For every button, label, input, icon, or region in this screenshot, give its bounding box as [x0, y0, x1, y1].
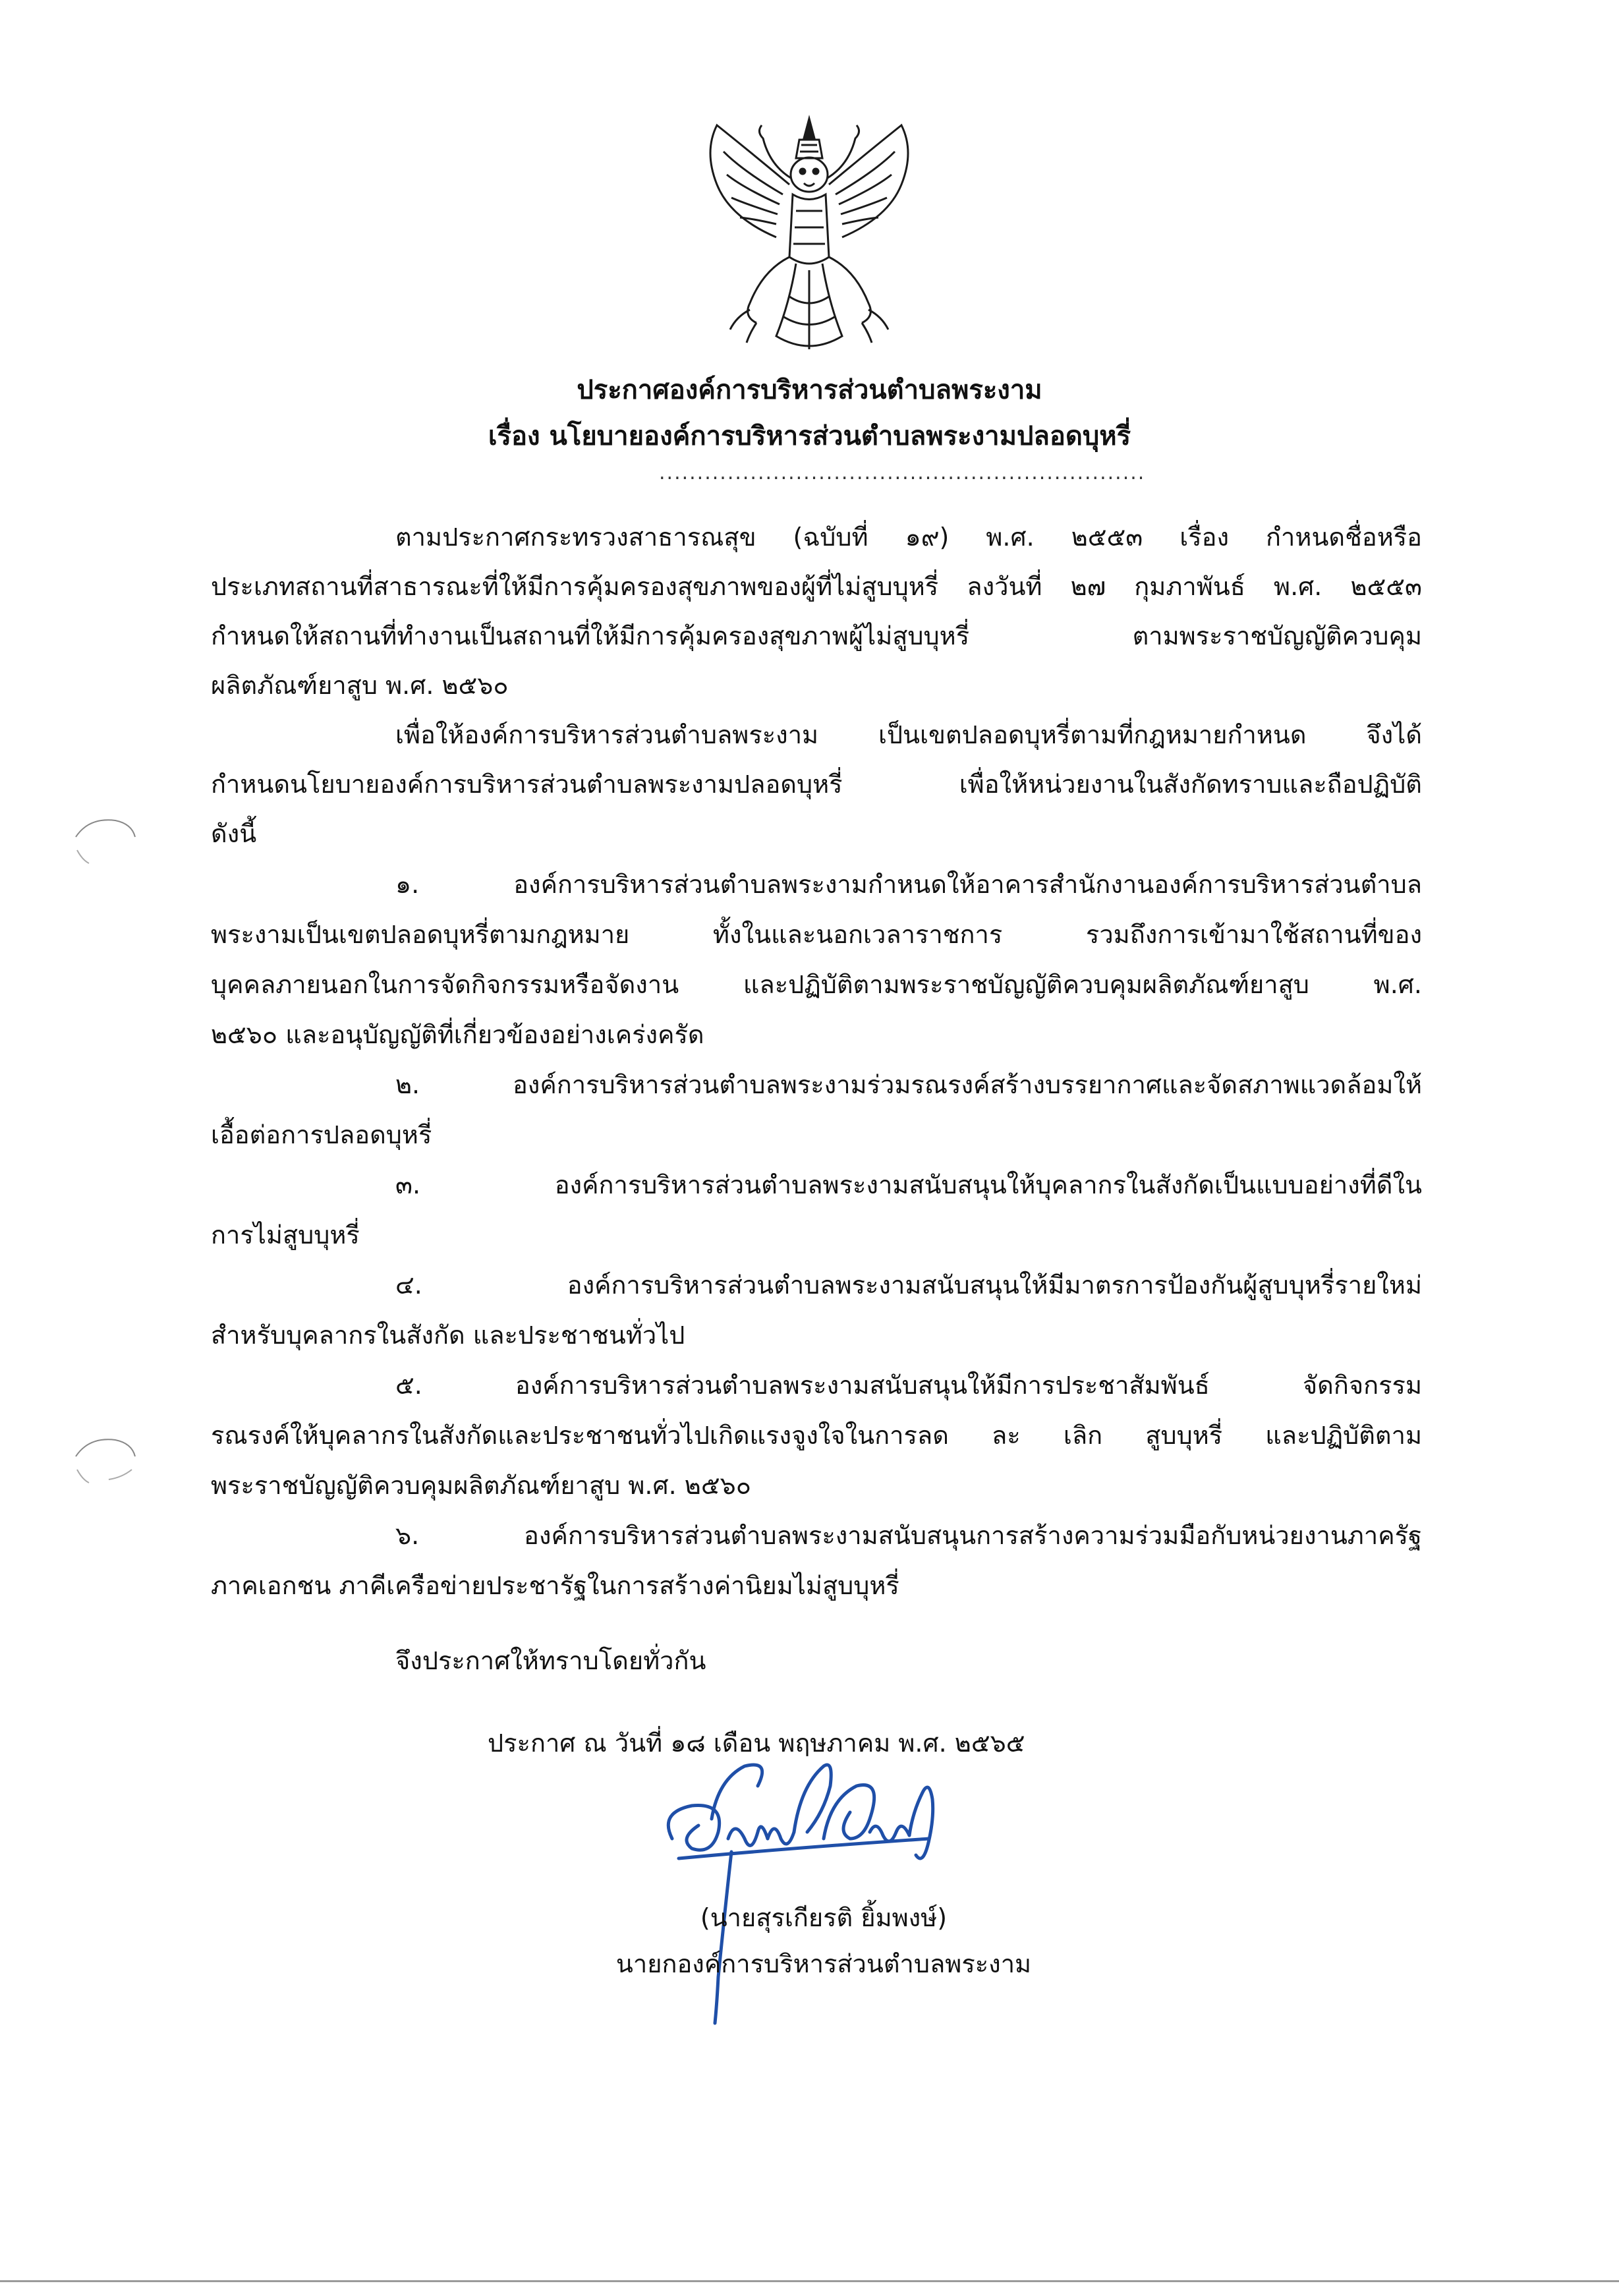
- policy-item-6-line: ภาคเอกชน ภาคีเครือข่ายประชารัฐในการสร้างค่านิยมไม่สูบบุหรี่: [211, 1571, 899, 1600]
- signature: [652, 1740, 995, 2043]
- policy-item-1-line: ๒๕๖๐ และอนุบัญญัติที่เกี่ยวข้องอย่างเคร่งครัด: [211, 1020, 704, 1049]
- announcement-date: ประกาศ ณ วันที่ ๑๘ เดือน พฤษภาคม พ.ศ. ๒๕๖๕: [488, 1729, 1025, 1758]
- title-separator: ................................................................: [659, 461, 1146, 484]
- policy-item-3: ๓. องค์การบริหารส่วนตำบลพระงามสนับสนุนให้บุคลากรในสังกัดเป็นแบบอย่างที่ดีใน: [395, 1170, 1422, 1199]
- punch-hole-mark: [69, 1430, 142, 1489]
- policy-item-2-line: เอื้อต่อการปลอดบุหรี่: [211, 1120, 432, 1149]
- signer-position: นายกองค์การบริหารส่วนตำบลพระงาม: [615, 1949, 1032, 1978]
- policy-item-4: ๔. องค์การบริหารส่วนตำบลพระงามสนับสนุนให้มีมาตรการป้องกันผู้สูบบุหรี่รายใหม่: [395, 1271, 1422, 1300]
- policy-item-5-line: พระราชบัญญัติควบคุมผลิตภัณฑ์ยาสูบ พ.ศ. ๒๕๖๐: [211, 1471, 751, 1500]
- policy-item-6: ๖. องค์การบริหารส่วนตำบลพระงามสนับสนุนการสร้างความร่วมมือกับหน่วยงานภาครัฐ: [395, 1521, 1422, 1550]
- policy-item-1: ๑. องค์การบริหารส่วนตำบลพระงามกำหนดให้อาคารสำนักงานองค์การบริหารส่วนตำบล: [395, 870, 1422, 899]
- body-line: ตามประกาศกระทรวงสาธารณสุข (ฉบับที่ ๑๙) พ.ศ. ๒๕๕๓ เรื่อง กำหนดชื่อหรือ: [395, 523, 1422, 552]
- policy-item-4-line: สำหรับบุคลากรในสังกัด และประชาชนทั่วไป: [211, 1321, 685, 1350]
- body-line: เพื่อให้องค์การบริหารส่วนตำบลพระงาม เป็นเขตปลอดบุหรี่ตามที่กฎหมายกำหนด จึงได้: [395, 720, 1422, 749]
- body-line: ผลิตภัณฑ์ยาสูบ พ.ศ. ๒๕๖๐: [211, 671, 509, 700]
- announcement-subject: เรื่อง นโยบายองค์การบริหารส่วนตำบลพระงามปลอดบุหรี่: [488, 421, 1131, 451]
- policy-item-5-line: รณรงค์ให้บุคลากรในสังกัดและประชาชนทั่วไปเกิดแรงจูงใจในการลด ละ เลิก สูบบุหรี่ และปฏิบัติตาม: [211, 1421, 1422, 1450]
- policy-item-3-line: การไม่สูบบุหรี่: [211, 1220, 360, 1249]
- body-line: กำหนดนโยบายองค์การบริหารส่วนตำบลพระงามปลอดบุหรี่ เพื่อให้หน่วยงานในสังกัดทราบและถือปฏิบัติ: [211, 770, 1422, 799]
- policy-item-1-line: บุคคลภายนอกในการจัดกิจกรรมหรือจัดงาน และปฏิบัติตามพระราชบัญญัติควบคุมผลิตภัณฑ์ยาสูบ พ.ศ.: [211, 970, 1422, 999]
- body-line: กำหนดให้สถานที่ทำงานเป็นสถานที่ให้มีการคุ้มครองสุขภาพผู้ไม่สูบบุหรี่ ตามพระราชบัญญัติควบคุม: [211, 621, 1422, 650]
- body-line: ประเภทสถานที่สาธารณะที่ให้มีการคุ้มครองสุขภาพของผู้ที่ไม่สูบบุหรี่ ลงวันที่ ๒๗ กุมภาพันธ์ พ.ศ. ๒๕๕๓: [211, 572, 1422, 601]
- closing-statement: จึงประกาศให้ทราบโดยทั่วกัน: [395, 1646, 706, 1675]
- policy-item-1-line: พระงามเป็นเขตปลอดบุหรี่ตามกฎหมาย ทั้งในและนอกเวลาราชการ รวมถึงการเข้ามาใช้สถานที่ของ: [211, 920, 1422, 949]
- punch-hole-mark: [69, 811, 142, 870]
- garuda-emblem: [691, 112, 928, 362]
- signer-name: (นายสุรเกียรติ ยิ้มพงษ์): [700, 1903, 948, 1932]
- policy-item-5: ๕. องค์การบริหารส่วนตำบลพระงามสนับสนุนให้มีการประชาสัมพันธ์ จัดกิจกรรม: [395, 1371, 1422, 1400]
- announcement-title: ประกาศองค์การบริหารส่วนตำบลพระงาม: [577, 375, 1042, 405]
- body-line: ดังนี้: [211, 819, 257, 848]
- scan-edge-line: [0, 2280, 1619, 2282]
- policy-item-2: ๒. องค์การบริหารส่วนตำบลพระงามร่วมรณรงค์สร้างบรรยากาศและจัดสภาพแวดล้อมให้: [395, 1070, 1422, 1099]
